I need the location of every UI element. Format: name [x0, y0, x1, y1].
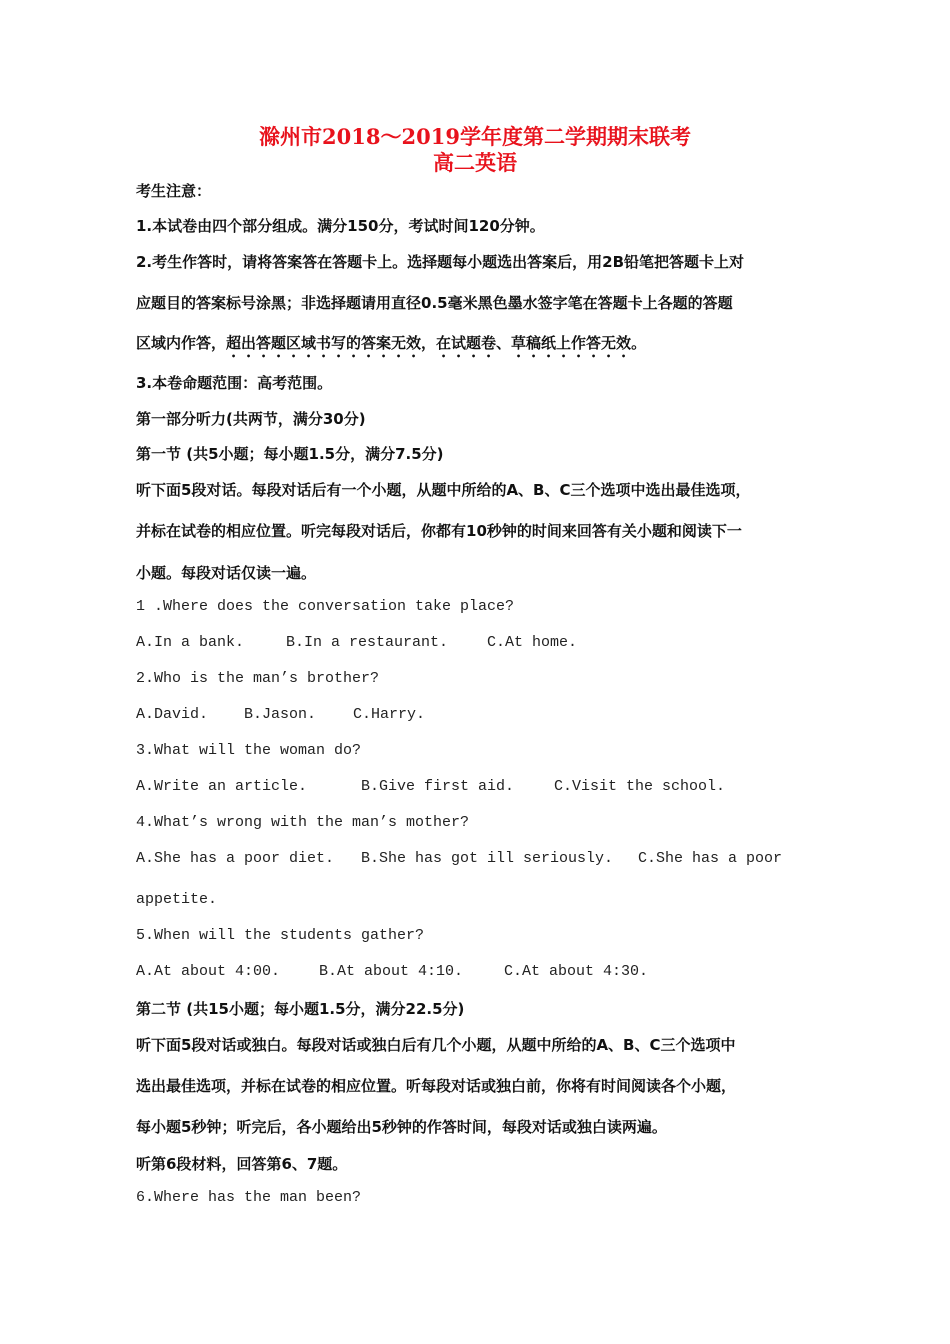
question-4: 4.What’s wrong with the man’s mother?: [136, 814, 470, 831]
option-b: B.She has got ill seriously.: [361, 850, 614, 867]
option-c: C.She has a poor: [638, 850, 783, 867]
exam-subtitle: 高二英语: [433, 150, 517, 175]
option-c: C.At home.: [487, 634, 578, 651]
notice-text: 区域内作答，: [136, 334, 227, 352]
part1-heading: 第一部分听力(共两节，满分30分): [136, 410, 366, 428]
emphasized-text: 在试题卷、草稿纸上作答无效: [436, 334, 632, 352]
question-4-options: [136, 850, 783, 867]
option-b: B.At about 4:10.: [319, 963, 464, 980]
notice-item-1: 1.本试卷由四个部分组成。满分150分，考试时间120分钟。: [136, 217, 545, 235]
option-b: B.In a restaurant.: [286, 634, 449, 651]
section1-instruction-2: 并标在试卷的相应位置。听完每段对话后，你都有10秒钟的时间来回答有关小题和阅读下一: [136, 522, 742, 540]
option-a: A.Write an article.: [136, 778, 308, 795]
question-4-option-c-continued: appetite.: [136, 891, 218, 908]
option-c: C.Visit the school.: [554, 778, 726, 795]
notice-item-3: 3.本卷命题范围：高考范围。: [136, 374, 333, 392]
section1-instruction-1: 听下面5段对话。每段对话后有一个小题，从题中所给的A、B、C三个选项中选出最佳选项，: [136, 481, 751, 499]
question-3: 3.What will the woman do?: [136, 742, 362, 759]
option-b: B.Jason.: [244, 706, 317, 723]
notice-text: 。: [631, 334, 647, 352]
option-a: A.At about 4:00.: [136, 963, 281, 980]
question-5: 5.When will the students gather?: [136, 927, 425, 944]
section1-instruction-3: 小题。每段对话仅读一遍。: [136, 564, 317, 582]
question-2: 2.Who is the man’s brother?: [136, 670, 380, 687]
notice-heading: 考生注意：: [136, 182, 212, 200]
option-c: C.Harry.: [353, 706, 426, 723]
option-a: A.In a bank.: [136, 634, 245, 651]
emphasized-text: 超出答题区域书写的答案无效: [226, 334, 422, 352]
question-6: 6.Where has the man been?: [136, 1189, 362, 1206]
question-1: 1 .Where does the conversation take place?: [136, 598, 515, 615]
question-2-options: [136, 706, 426, 723]
option-a: A.She has a poor diet.: [136, 850, 335, 867]
option-c: C.At about 4:30.: [504, 963, 649, 980]
question-5-options: [136, 963, 649, 980]
section1-heading: 第一节 (共5小题；每小题1.5分，满分7.5分): [136, 445, 444, 463]
option-a: A.David.: [136, 706, 209, 723]
notice-text: ，: [421, 334, 437, 352]
section2-heading: 第二节 (共15小题；每小题1.5分，满分22.5分): [136, 1000, 465, 1018]
section2-instruction-1: 听下面5段对话或独白。每段对话或独白后有几个小题，从题中所给的A、B、C三个选项中: [136, 1036, 736, 1054]
notice-item-2-line-2: 应题目的答案标号涂黑；非选择题请用直径0.5毫米黑色墨水签字笔在答题卡上各题的答题: [136, 294, 733, 312]
material-6-heading: 听第6段材料，回答第6、7题。: [136, 1155, 348, 1173]
question-3-options: [136, 778, 726, 795]
question-1-options: [136, 634, 578, 651]
notice-item-2-line-1: 2.考生作答时，请将答案答在答题卡上。选择题每小题选出答案后，用2B铅笔把答题卡上对: [136, 253, 745, 271]
section2-instruction-2: 选出最佳选项，并标在试卷的相应位置。听每段对话或独白前，你将有时间阅读各个小题，: [136, 1077, 737, 1095]
notice-item-2-line-3: [136, 332, 646, 361]
exam-title: 滁州市2018～2019学年度第二学期期末联考: [259, 124, 691, 149]
section2-instruction-3: 每小题5秒钟；听完后，各小题给出5秒钟的作答时间，每段对话或独白读两遍。: [136, 1118, 667, 1136]
option-b: B.Give first aid.: [361, 778, 515, 795]
